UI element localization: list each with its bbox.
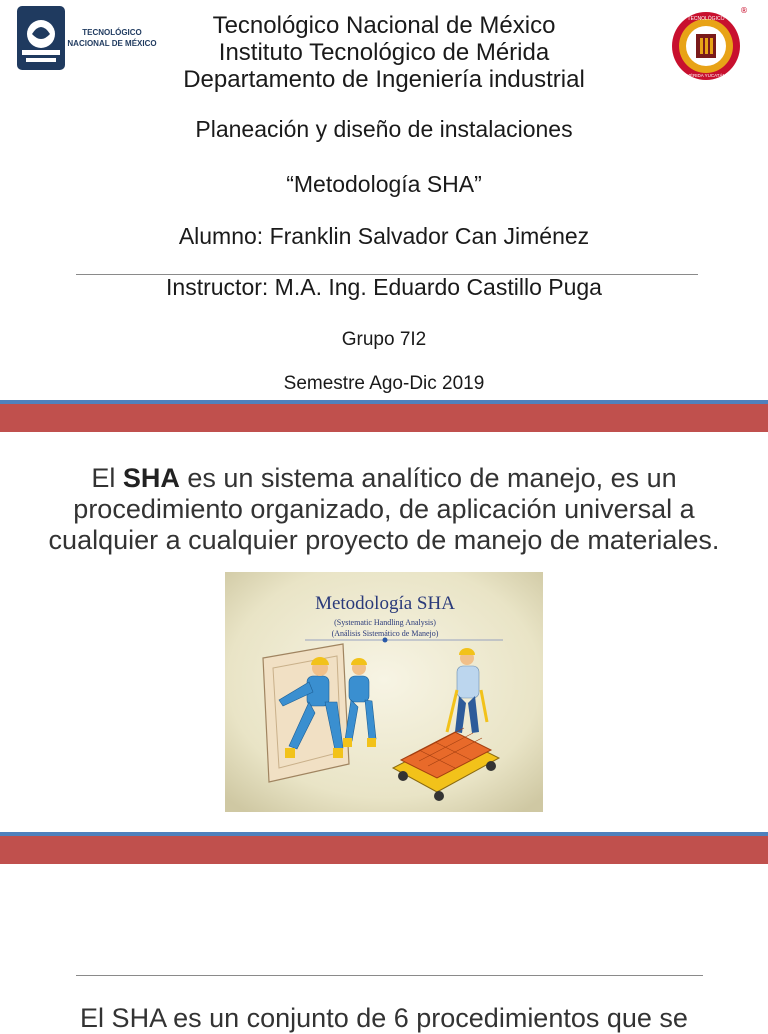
intro-line-2: procedimiento organizado, de aplicación universal a bbox=[73, 494, 695, 524]
sha-illustration bbox=[225, 572, 543, 812]
seal-text-top: TECNOLÓGICO bbox=[687, 16, 725, 22]
semester-label: Semestre Ago-Dic 2019 bbox=[283, 373, 485, 394]
figure-title: Metodología SHA bbox=[315, 593, 455, 614]
itm-seal-logo bbox=[670, 4, 746, 84]
intro-line-3: cualquier a cualquier proyecto de manejo de materiales. bbox=[48, 525, 720, 555]
header-line-2: Instituto Tecnológico de Mérida bbox=[218, 39, 550, 66]
figure-subtitle-1: (Systematic Handling Analysis) bbox=[334, 618, 436, 627]
topic-title: “Metodología SHA” bbox=[286, 171, 482, 197]
figure-subtitle-2: (Análisis Sistemático de Manejo) bbox=[331, 629, 439, 638]
intro-line-1 bbox=[0, 463, 768, 494]
intro-rest: es un sistema analítico de manejo, es un bbox=[179, 463, 677, 493]
svg-text:®: ® bbox=[740, 6, 748, 15]
intro-bold-sha: SHA bbox=[122, 463, 180, 493]
page-break-band bbox=[0, 404, 768, 432]
group-label: Grupo 7I2 bbox=[341, 329, 427, 350]
instructor-name: Instructor: M.A. Ing. Eduardo Castillo Puga bbox=[166, 274, 602, 300]
logo-text-line-2: NACIONAL DE MÉXICO bbox=[67, 39, 157, 48]
header-line-3: Departamento de Ingeniería industrial bbox=[183, 66, 585, 93]
seal-text-bottom: MÉRIDA YUCATÁN bbox=[686, 73, 726, 78]
divider-rule-2 bbox=[76, 975, 703, 976]
student-name: Alumno: Franklin Salvador Can Jiménez bbox=[178, 223, 590, 249]
logo-text-line-1: TECNOLÓGICO bbox=[82, 28, 142, 37]
intro-prefix: El bbox=[91, 463, 123, 493]
page-break-band-2 bbox=[0, 836, 768, 864]
header-line-1: Tecnológico Nacional de México bbox=[212, 12, 556, 39]
page3-line-1: El SHA es un conjunto de 6 procedimientos que se bbox=[80, 1003, 688, 1033]
course-title: Planeación y diseño de instalaciones bbox=[195, 116, 573, 142]
